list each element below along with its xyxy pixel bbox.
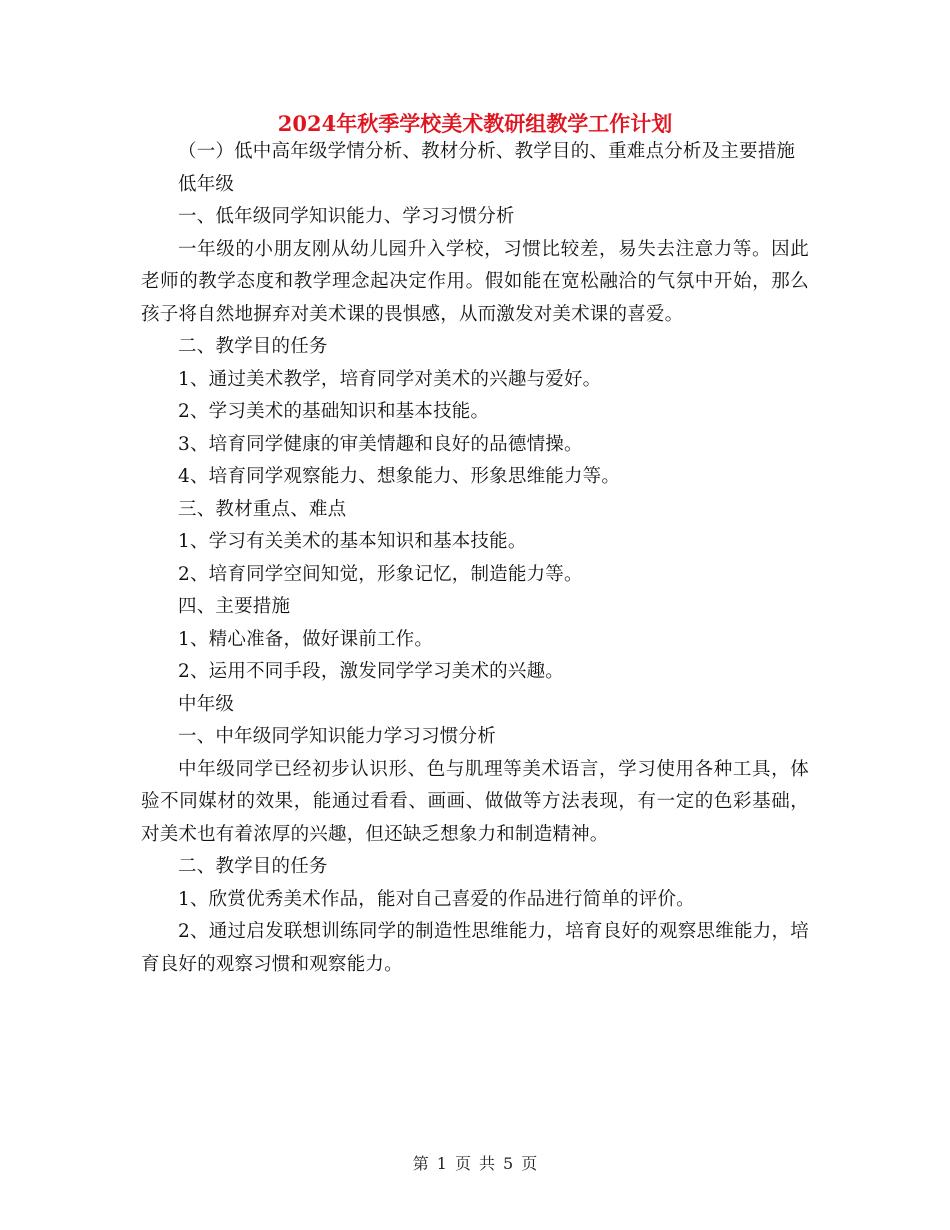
subheading-mid-grade-goals: 二、教学目的任务: [178, 856, 328, 877]
document-body: [141, 136, 809, 981]
subheading-low-grade-measures: 四、主要措施: [178, 596, 291, 617]
section-heading-low-grade: 低年级: [178, 173, 235, 195]
footer-label-total: 共: [479, 1154, 496, 1173]
document-title: 2024年秋季学校美术教研组教学工作计划: [277, 111, 673, 136]
subheading-low-grade-goals: 二、教学目的任务: [178, 336, 328, 357]
subheading-mid-grade-analysis: 一、中年级同学知识能力学习习惯分析: [178, 726, 496, 747]
footer-label-unit: 页: [454, 1154, 471, 1173]
list-item: 1、欣赏优秀美术作品，能对自己喜爱的作品进行简单的评价。: [178, 888, 695, 910]
list-item: 4、培育同学观察能力、想象能力、形象思维能力等。: [178, 466, 621, 487]
list-item: 1、通过美术教学，培育同学对美术的兴趣与爱好。: [178, 368, 602, 390]
list-item: 2、通过启发联想训练同学的制造性思维能力，培育良好的观察思维能力，培育良好的观察习惯和观察能力。: [141, 921, 809, 975]
footer-total-pages: 5: [503, 1154, 514, 1173]
section-heading-mid-grade: 中年级: [178, 693, 235, 715]
list-item: 3、培育同学健康的审美情趣和良好的品德情操。: [178, 433, 583, 455]
list-item: 2、学习美术的基础知识和基本技能。: [178, 401, 490, 422]
footer-label-page: 第: [412, 1154, 429, 1173]
paragraph-mid-grade-analysis: 中年级同学已经初步认识形、色与肌理等美术语言，学习使用各种工具，体验不同媒材的效果，能通过看看、画画、做做等方法表现，有一定的色彩基础，对美术也有着浓厚的兴趣，但还缺乏想象力和制造精神。: [141, 758, 809, 845]
footer-current-page: 1: [436, 1154, 447, 1173]
subheading-low-grade-analysis: 一、低年级同学知识能力、学习习惯分析: [178, 206, 515, 227]
subheading-low-grade-keypoints: 三、教材重点、难点: [178, 498, 347, 520]
list-item: 1、学习有关美术的基本知识和基本技能。: [178, 531, 527, 552]
paragraph-low-grade-analysis: 一年级的小朋友刚从幼儿园升入学校，习惯比较差，易失去注意力等。因此老师的教学态度和教学理念起决定作用。假如能在宽松融洽的气氛中开始，那么孩子将自然地摒弃对美术课的畏惧感，从而激发对美术课的喜爱。: [141, 238, 809, 325]
list-item: 2、培育同学空间知觉，形象记忆，制造能力等。: [178, 563, 583, 585]
list-item: 1、精心准备，做好课前工作。: [178, 628, 434, 650]
page-footer: [0, 1154, 950, 1174]
paragraph-intro: （一）低中高年级学情分析、教材分析、教学目的、重难点分析及主要措施: [178, 141, 796, 162]
list-item: 2、运用不同手段，激发同学学习美术的兴趣。: [178, 661, 564, 682]
footer-label-unit2: 页: [521, 1154, 538, 1173]
